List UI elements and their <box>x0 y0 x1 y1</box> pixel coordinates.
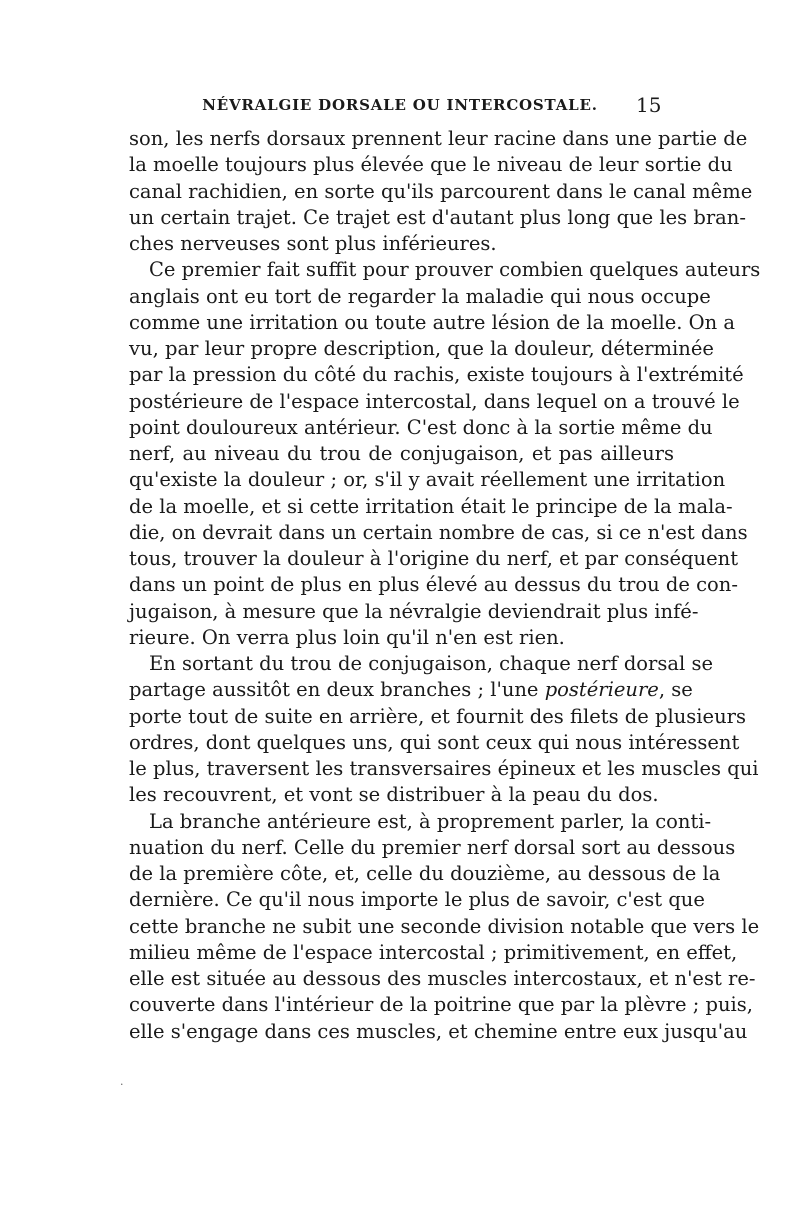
text-line: vu, par leur propre description, que la douleur, déterminée <box>129 337 714 360</box>
text-line: milieu même de l'espace intercostal ; primitivement, en effet, <box>129 940 738 964</box>
text-line: qu'existe la douleur ; or, s'il y avait réellement une irritation <box>129 468 726 492</box>
text-line: les recouvrent, et vont se distribuer à la peau du dos. <box>129 783 659 807</box>
text-fragment: partage aussitôt en deux branches ; l'une <box>129 678 539 702</box>
text-line: la moelle toujours plus élevée que le niveau de leur sortie du <box>129 153 733 177</box>
text-line: Ce premier fait suffit pour prouver combien quelques auteurs <box>149 258 761 282</box>
text-line: comme une irritation ou toute autre lésion de la moelle. On a <box>129 310 736 334</box>
text-line: dans un point de plus en plus élevé au dessus du trou de con- <box>129 573 738 597</box>
text-line: couverte dans l'intérieur de la poitrine que par la plèvre ; puis, <box>129 993 753 1017</box>
text-line: dernière. Ce qu'il nous importe le plus de savoir, c'est que <box>129 888 705 912</box>
page-number: 15 <box>636 93 662 117</box>
text-line: La branche antérieure est, à proprement parler, la conti- <box>149 809 712 833</box>
text-line: de la première côte, et, celle du douzième, au dessous de la <box>129 862 721 885</box>
text-line: par la pression du côté du rachis, existe toujours à l'extrémité <box>129 363 744 387</box>
body-text <box>129 126 761 1045</box>
text-line: son, les nerfs dorsaux prennent leur racine dans une partie de <box>129 127 748 150</box>
text-line: nuation du nerf. Celle du premier nerf dorsal sort au dessous <box>129 835 736 859</box>
text-line: nerf, au niveau du trou de conjugaison, et pas ailleurs <box>129 442 674 465</box>
text-line: le plus, traversent les transversaires épineux et les muscles qui <box>129 757 759 780</box>
text-line: elle s'engage dans ces muscles, et chemine entre eux jusqu'au <box>129 1019 748 1043</box>
text-line: anglais ont eu tort de regarder la maladie qui nous occupe <box>129 284 711 308</box>
text-line: cette branche ne subit une seconde division notable que vers le <box>129 914 760 938</box>
text-line: porte tout de suite en arrière, et fournit des filets de plusieurs <box>129 704 746 728</box>
text-line: un certain trajet. Ce trajet est d'autant plus long que les bran- <box>129 205 746 229</box>
text-line: En sortant du trou de conjugaison, chaque nerf dorsal se <box>149 652 713 675</box>
text-line: tous, trouver la douleur à l'origine du nerf, et par conséquent <box>129 547 739 570</box>
text-line: canal rachidien, en sorte qu'ils parcourent dans le canal même <box>129 179 753 203</box>
text-line: elle est située au dessous des muscles intercostaux, et n'est re- <box>129 967 756 990</box>
text-line: de la moelle, et si cette irritation était le principe de la mala- <box>129 494 733 518</box>
text-line: ches nerveuses sont plus inférieures. <box>129 232 497 255</box>
text-fragment: , se <box>658 678 693 702</box>
text-line: postérieure de l'espace intercostal, dans lequel on a trouvé le <box>129 389 740 413</box>
text-line: die, on devrait dans un certain nombre de cas, si ce n'est dans <box>129 520 748 544</box>
text-line <box>129 677 693 703</box>
text-line: rieure. On verra plus loin qu'il n'en est rien. <box>129 625 565 649</box>
text-line: point douloureux antérieur. C'est donc à la sortie même du <box>129 415 713 439</box>
italic-term: postérieure <box>544 678 659 702</box>
text-line: ordres, dont quelques uns, qui sont ceux qui nous intéressent <box>129 730 740 754</box>
running-title: NÉVRALGIE DORSALE OU INTERCOSTALE. <box>202 96 598 114</box>
margin-mark: · <box>120 1078 124 1091</box>
running-head <box>0 93 800 120</box>
text-line: jugaison, à mesure que la névralgie deviendrait plus infé- <box>129 599 699 623</box>
